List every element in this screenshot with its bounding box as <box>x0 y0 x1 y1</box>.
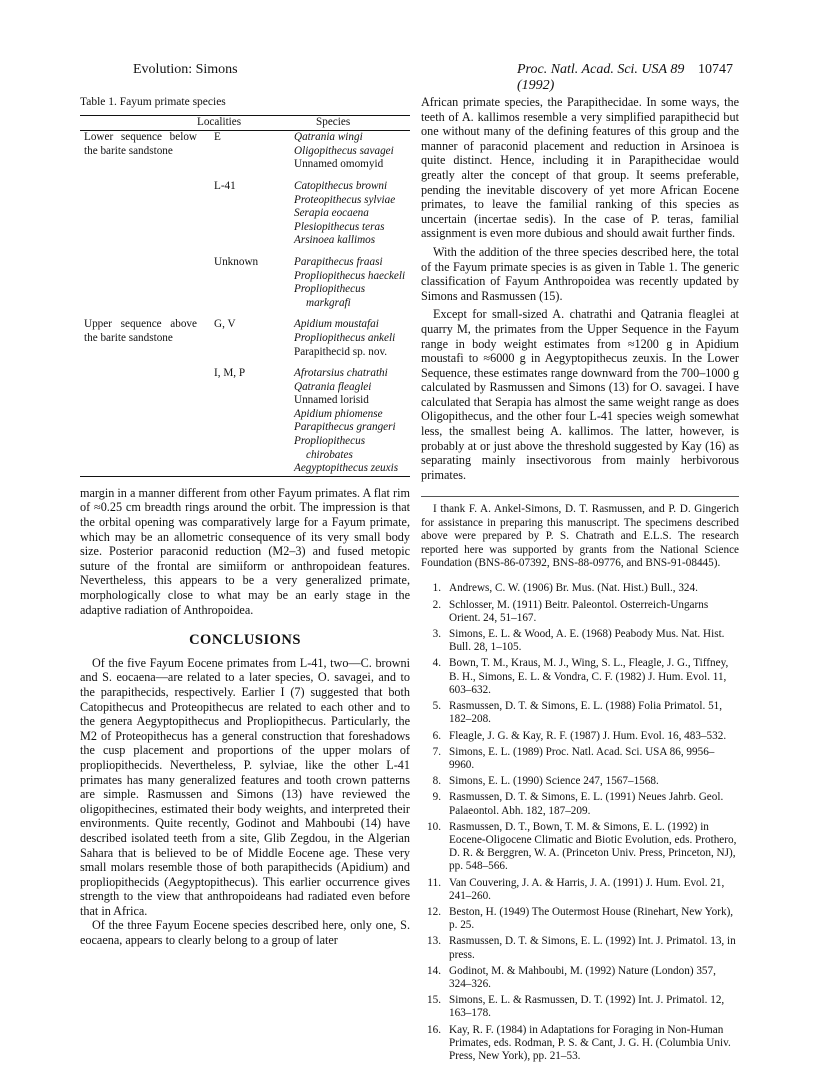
paragraph-orbit: margin in a manner different from other Fayum primates. A flat rim of ≈0.25 cm breadth rings around the orbit. The impression is that the orbital opening was comparatively large for a Fayum primate, which may be an allometric consequence of its very small body size. Posterior paraconid reduction (M2–3) and fused metopic suture of the frontal are simiiform or anthropoidean features. Nevertheless, this appears to be a very generalized primate, morphologically close to what may be an early stage in the adaptive radiation of Anthropoidea. <box>80 485 410 617</box>
reference-text: Rasmussen, D. T. & Simons, E. L. (1992) Int. J. Primatol. 13, in press. <box>449 935 736 961</box>
running-head-section: Evolution: Simons <box>133 62 238 77</box>
left-column <box>80 95 410 948</box>
reference-item <box>421 791 739 817</box>
reference-text: Godinot, M. & Mahboubi, M. (1992) Nature (London) 357, 324–326. <box>449 964 716 990</box>
reference-item <box>421 657 739 697</box>
section-heading-conclusions: CONCLUSIONS <box>189 632 301 649</box>
sequence-cell: Upper sequence above the barite sandstone <box>84 318 197 344</box>
reference-list <box>421 582 739 1063</box>
sequence-cell <box>80 172 197 248</box>
reference-text: Rasmussen, D. T. & Simons, E. L. (1991) Neues Jahrb. Geol. Palaeontol. Abh. 182, 187–209. <box>449 791 724 817</box>
species-table <box>80 115 410 477</box>
reference-text: Kay, R. F. (1984) in Adaptations for Foraging in Non-Human Primates, eds. Rodman, P. S. & Cant, J. G. H. (Columbia Univ. Press, New York), pp. 21–53. <box>449 1023 731 1062</box>
right-column <box>421 95 739 1066</box>
species-name: Unnamed omomyid <box>294 158 384 171</box>
reference-text: Andrews, C. W. (1906) Br. Mus. (Nat. Hist.) Bull., 324. <box>449 582 698 595</box>
reference-item <box>421 821 739 874</box>
reference-item <box>421 746 739 772</box>
species-name: Propliopithecus ankeli <box>294 331 396 344</box>
page-number: 10747 <box>698 62 733 77</box>
species-name: Parapithecus fraasi <box>294 255 383 268</box>
reference-number: 16. <box>427 1023 441 1036</box>
table-row <box>80 172 410 248</box>
running-head-journal <box>517 62 733 94</box>
reference-number: 7. <box>432 745 441 758</box>
reference-text: Simons, E. L. & Rasmussen, D. T. (1992) Int. J. Primatol. 12, 163–178. <box>449 994 725 1020</box>
reference-item <box>421 1024 739 1064</box>
reference-item <box>421 877 739 903</box>
species-cell <box>294 359 410 476</box>
table-row <box>80 131 410 172</box>
reference-text: Bown, T. M., Kraus, M. J., Wing, S. L., Fleagle, J. G., Tiffney, B. H., Simons, E. L. & Vondra, C. F. (1982) J. Hum. Evol. 11, 603–632. <box>449 657 729 696</box>
reference-item <box>421 628 739 654</box>
acknowledgments: I thank F. A. Ankel-Simons, D. T. Rasmussen, and P. D. Gingerich for assistance in preparing this manuscript. The specimens described above were prepared by P. S. Chatrath and E.L.S. The research reported here was supported by grants from the National Science Foundation (BNS-86-07392, BNS-88-09776, and BNS-91-08445). <box>421 496 739 570</box>
species-name: Plesiopithecus teras <box>294 220 385 233</box>
reference-item <box>421 599 739 625</box>
reference-number: 6. <box>432 729 441 742</box>
locality-cell: G, V <box>214 318 236 331</box>
sequence-cell <box>80 248 197 310</box>
reference-text: Simons, E. L. (1989) Proc. Natl. Acad. Sci. USA 86, 9956–9960. <box>449 745 715 771</box>
reference-text: Fleagle, J. G. & Kay, R. F. (1987) J. Hum. Evol. 16, 483–532. <box>449 729 727 742</box>
paragraph-total-species: With the addition of the three species described here, the total of the Fayum primate species is as given in Table 1. The generic classification of Fayum Anthropoidea was recently updated by Simons and Rasmussen (15). <box>421 244 739 303</box>
species-name: Aegyptopithecus zeuxis <box>294 462 399 475</box>
reference-number: 1. <box>432 582 441 595</box>
reference-item <box>421 582 739 595</box>
reference-number: 5. <box>432 700 441 713</box>
reference-number: 14. <box>427 964 441 977</box>
reference-item <box>421 906 739 932</box>
reference-item <box>421 935 739 961</box>
locality-cell: L-41 <box>214 179 236 192</box>
reference-number: 8. <box>432 775 441 788</box>
paragraph-conclusions-1: Of the five Fayum Eocene primates from L-41, two—C. browni and S. eocaena—are related to a later species, O. savagei, and to the parapithecids, respectively. Earlier I (7) suggested that both Catopithecus and Proteopithecus are related to each other and to the genera Aegyptopithecus and Propliopithecus. Particularly, the M2 of Proteopithecus has a general construction that foreshadows the cusp placement and proportions of the upper molars of propliopithecids. Nevertheless, P. sylviae, like the other L-41 primates has many generalized features and tooth crown patterns are simple. Rasmussen and Simons (13) have reviewed the oligopithecines, estimated their body weights, and interpreted their environments. Quite recently, Godinot and Mahboubi (14) have described isolated teeth from a site, Glib Zegdou, in the Algerian Sahara that is believed to be of Middle Eocene age. These very small molars resemble those of both parapithecids (Apidium) and propliopithecids (Aegyptopithecus). This earlier occurrence gives strength to the view that anthropoideans had radiated even before that in Africa. <box>80 655 410 918</box>
reference-number: 2. <box>432 598 441 611</box>
table-header-row <box>80 115 410 131</box>
species-name: Parapithecid sp. nov. <box>294 345 388 358</box>
reference-text: Simons, E. L. (1990) Science 247, 1567–1568. <box>449 775 659 788</box>
species-cell <box>294 131 410 172</box>
species-cell <box>294 248 410 310</box>
paragraph-conclusions-2: Of the three Fayum Eocene species described here, only one, S. eocaena, appears to clearly belong to a group of later <box>80 918 410 948</box>
reference-number: 11. <box>427 876 441 889</box>
species-cell <box>294 310 410 359</box>
table-row <box>80 248 410 310</box>
species-name: Catopithecus browni <box>294 179 388 192</box>
species-name: Parapithecus grangeri <box>294 421 396 434</box>
species-name: Apidium phiomense <box>294 407 383 420</box>
reference-number: 3. <box>432 628 441 641</box>
sequence-cell <box>80 359 197 476</box>
species-name: Propliopithecus chirobates <box>294 435 366 461</box>
species-name: Arsinoea kallimos <box>294 234 376 247</box>
table-caption: Table 1. Fayum primate species <box>80 96 226 108</box>
species-name: Propliopithecus haeckeli <box>294 269 406 282</box>
reference-item <box>421 965 739 991</box>
species-name: Propliopithecus markgrafi <box>294 283 366 309</box>
species-name: Apidium moustafai <box>294 318 379 331</box>
species-name: Proteopithecus sylviae <box>294 193 396 206</box>
species-name: Oligopithecus savagei <box>294 144 394 157</box>
journal-citation: Proc. Natl. Acad. Sci. USA 89 (1992) <box>517 62 685 93</box>
reference-text: Simons, E. L. & Wood, A. E. (1968) Peabody Mus. Nat. Hist. Bull. 28, 1–105. <box>449 628 725 654</box>
reference-number: 10. <box>427 820 441 833</box>
table-header-sequence <box>80 115 197 131</box>
locality-cell: E <box>214 131 221 144</box>
locality-cell: Unknown <box>214 255 259 268</box>
reference-item <box>421 700 739 726</box>
paragraph-body-weight: Except for small-sized A. chatrathi and Qatrania fleaglei at quarry M, the primates from the Upper Sequence in the Fayum range in body weight estimates from ≈1200 g in Apidium moustafi to ≈6000 g in Aegyptopithecus zeuxis. In the Lower Sequence, these estimates range downward from the 700–1000 g calculated by Rasmussen and Simons (13) for O. savagei. I have calculated that Serapia has almost the same weight range as does Oligopithecus, and the other four L-41 species weigh somewhat less, the smallest being A. kallimos. The latter, however, is probably at or just above the threshold suggested by Kay (16) as separating mainly insectivorous from mainly herbivorous primates. <box>421 307 739 482</box>
species-name: Afrotarsius chatrathi <box>294 367 388 380</box>
species-name: Serapia eocaena <box>294 207 369 220</box>
reference-text: Van Couvering, J. A. & Harris, J. A. (1991) J. Hum. Evol. 21, 241–260. <box>449 876 725 902</box>
reference-number: 9. <box>432 791 441 804</box>
reference-text: Rasmussen, D. T. & Simons, E. L. (1988) Folia Primatol. 51, 182–208. <box>449 700 723 726</box>
reference-number: 12. <box>427 905 441 918</box>
reference-number: 15. <box>427 994 441 1007</box>
species-name: Unnamed lorisid <box>294 394 369 407</box>
reference-item <box>421 775 739 788</box>
reference-text: Rasmussen, D. T., Bown, T. M. & Simons, E. L. (1992) in Eocene-Oligocene Climatic and Biotic Evolution, eds. Prothero, D. R. & Berggren, W. A. (Princeton Univ. Press, Princeton, NJ), pp. 548–566. <box>449 820 737 873</box>
species-name: Qatrania wingi <box>294 131 363 144</box>
table-row <box>80 310 410 359</box>
table-header-species: Species <box>316 115 351 128</box>
reference-item <box>421 730 739 743</box>
table-body <box>80 131 410 477</box>
locality-cell: I, M, P <box>214 367 246 380</box>
reference-text: Beston, H. (1949) The Outermost House (Rinehart, New York), p. 25. <box>449 905 734 932</box>
species-cell <box>294 172 410 248</box>
reference-item <box>421 994 739 1020</box>
reference-number: 13. <box>427 935 441 948</box>
sequence-cell: Lower sequence below the barite sandstone <box>84 131 197 157</box>
reference-text: Schlosser, M. (1911) Beitr. Paleontol. Osterreich-Ungarns Orient. 24, 51–167. <box>449 598 709 624</box>
reference-number: 4. <box>432 657 441 670</box>
table-header-localities: Localities <box>197 115 242 128</box>
table-row <box>80 359 410 476</box>
species-name: Qatrania fleaglei <box>294 380 372 393</box>
paragraph-parapithecidae: African primate species, the Parapithecidae. In some ways, the teeth of A. kallimos resemble a very simplified parapithecid but one without many of the defining features of this group and the manner of paraconid placement and reduction in Arsinoea is quite distinct. Hence, including it in Parapithecidae would greatly alter the concept of that group. It seems preferable, pending the inevitable discovery of yet more African Eocene primates, to leave the familial ranking of this species as uncertain (incertae sedis). In the case of P. teras, familial assignment is even more dubious and should await further finds. <box>421 95 739 241</box>
